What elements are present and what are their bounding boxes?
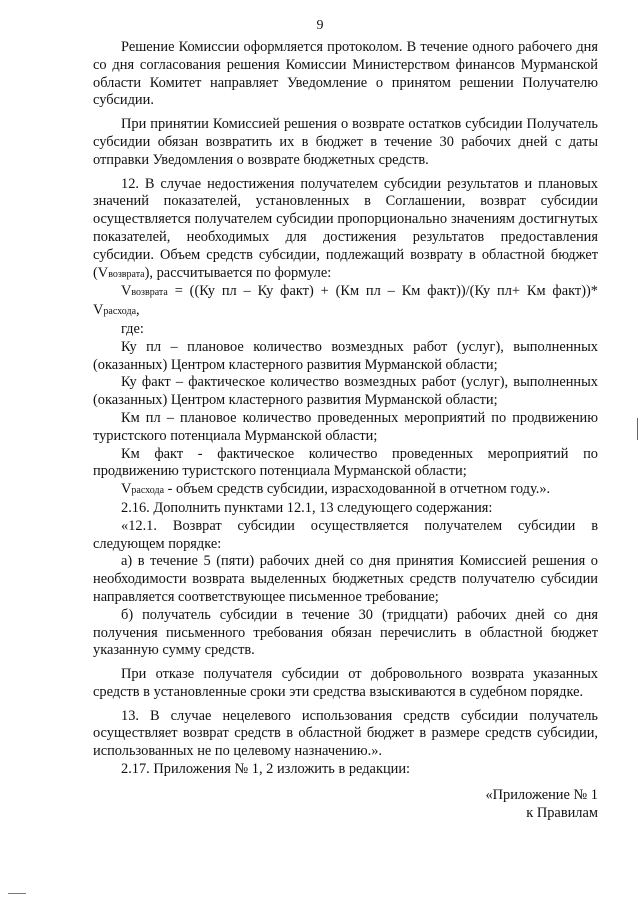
def5-subscript: расхода (131, 485, 165, 497)
def5-v: V (121, 481, 132, 498)
definition-ku-pl: Ку пл – плановое количество возмездных работ (услуг), выполненных (оказанных) Центром кластерного развития Мурманской области; (93, 338, 598, 373)
scan-corner-mark (8, 893, 26, 894)
v-subscript: возврата (108, 268, 145, 280)
appendix-subheading: к Правилам (526, 804, 598, 821)
paragraph-2-17: 2.17. Приложения № 1, 2 изложить в редакции: (121, 761, 411, 778)
definition-ku-fact: Ку факт – фактическое количество возмездных работ (услуг), выполненных (оказанных) Центром кластерного развития Мурманской области; (93, 374, 598, 409)
definition-km-fact: Км факт - фактическое количество проведенных мероприятий по продвижению туристского потенциала Мурманской области; (93, 445, 598, 480)
paragraph-protocol: Решение Комиссии оформляется протоколом. В течение одного рабочего дня со дня согласования решения Комиссии Министерством финансов Мурманской области Комитет направляет Уведомление о принятом решении Получателю субсидии. (93, 39, 598, 109)
where-label: где: (121, 320, 144, 337)
paragraph-12-1: «12.1. Возврат субсидии осуществляется получателем субсидии в следующем порядке: (93, 517, 598, 552)
page-number: 9 (316, 18, 324, 33)
def5-text: - объем средств субсидии, израсходованной в отчетном году.». (164, 481, 551, 498)
paragraph-2-16: 2.16. Дополнить пунктами 12.1, 13 следующего содержания: (121, 499, 493, 516)
formula-body: = ((Ку пл – Ку факт) + (Км пл – Км факт))/(Ку пл+ Км факт))* V (93, 283, 598, 319)
appendix-heading: «Приложение № 1 (485, 786, 598, 803)
document-body (93, 39, 598, 822)
paragraph-refusal: При отказе получателя субсидии от добровольного возврата указанных средств в установленные сроки эти средства взыскиваются в судебном порядке. (93, 666, 598, 700)
definition-v-expense (93, 481, 598, 500)
paragraph-item-a: а) в течение 5 (пяти) рабочих дней со дня принятия Комиссией решения о необходимости возврата выделенных бюджетных средств получателю субсидии направляется соответствующее письменное требование; (93, 553, 598, 605)
paragraph-12-text: 12. В случае недостижения получателем субсидии результатов и плановых значений показателей, установленных в Соглашении, возврат субсидии осуществляется получателем субсидии пропорционально значениям достигнутых показателей, необходимых для достижения результатов предоставления субсидии. Объем средств субсидии, подлежащий возврату в областной бюджет (V (93, 175, 598, 281)
formula-end: , (136, 302, 140, 319)
paragraph-13: 13. В случае нецелевого использования средств субсидии получатель осуществляет возврат средств в областной бюджет в размере средств субсидии, использованных не по целевому назначению.». (93, 707, 598, 760)
paragraph-return-remains: При принятии Комиссией решения о возврате остатков субсидии Получатель субсидии обязан возвратить их в бюджет в течение 30 рабочих дней с даты отправки Уведомления о возврате бюджетных средств. (93, 116, 598, 168)
definition-km-pl: Км пл – плановое количество проведенных мероприятий по продвижению туристского потенциала Мурманской области; (93, 409, 598, 444)
paragraph-item-b: б) получатель субсидии в течение 30 (тридцати) рабочих дней со дня получения письменного требования обязан перечислить в областной бюджет указанную сумму средств. (93, 606, 598, 659)
formula-subscript-return: возврата (131, 287, 168, 299)
scan-edge-mark (637, 418, 638, 440)
formula-v: V (121, 283, 132, 300)
paragraph-12-tail: ), рассчитывается по формуле: (144, 264, 332, 281)
paragraph-12 (93, 176, 598, 284)
formula (93, 283, 598, 321)
formula-subscript-expense: расхода (103, 306, 137, 318)
